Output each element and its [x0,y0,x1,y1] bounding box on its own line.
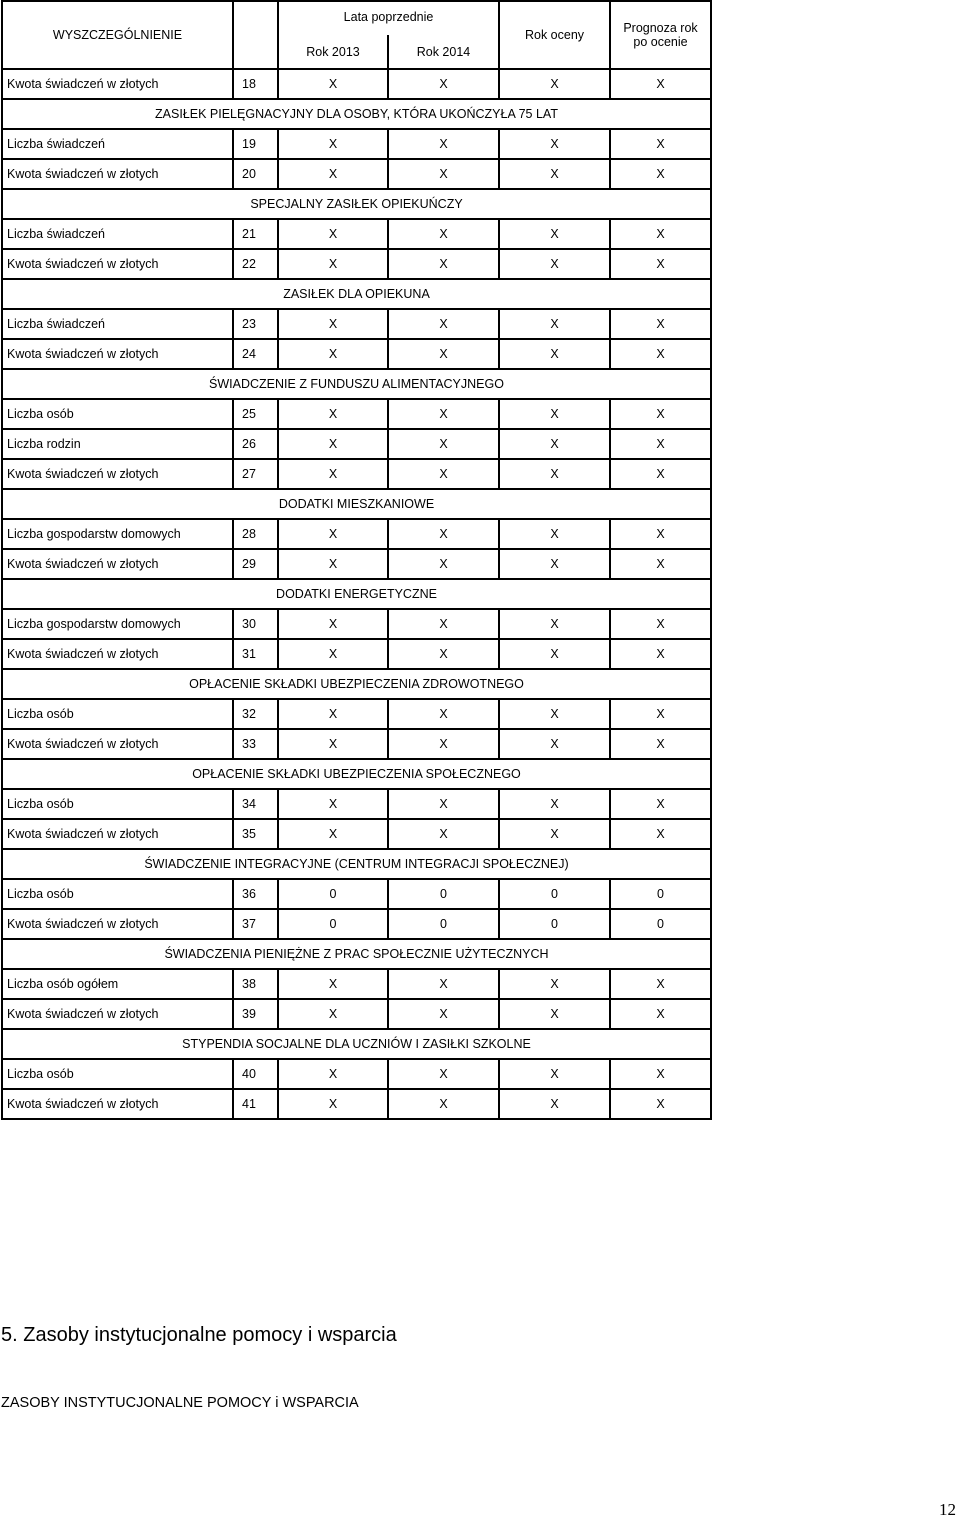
row-value: X [610,69,711,99]
row-value: X [278,399,388,429]
row-label: Kwota świadczeń w złotych [2,339,233,369]
table-row [2,69,711,99]
row-label: Kwota świadczeń w złotych [2,159,233,189]
row-label: Kwota świadczeń w złotych [2,999,233,1029]
row-value: X [278,999,388,1029]
row-number: 37 [233,909,278,939]
row-value: X [610,459,711,489]
section-title: ŚWIADCZENIA PIENIĘŻNE Z PRAC SPOŁECZNIE UŻYTECZNYCH [2,939,711,969]
row-value: X [499,69,610,99]
row-value: X [388,309,499,339]
row-label: Liczba osób [2,399,233,429]
row-value: X [499,1059,610,1089]
table-row [2,999,711,1029]
row-value: X [388,1089,499,1119]
row-value: X [610,309,711,339]
section-row [2,849,711,879]
table-row [2,219,711,249]
section-row [2,369,711,399]
row-value: X [610,609,711,639]
row-value: X [499,309,610,339]
row-value: 0 [499,879,610,909]
row-number: 28 [233,519,278,549]
header-year-2013: Rok 2013 [278,35,388,69]
row-value: 0 [499,909,610,939]
row-value: X [499,519,610,549]
table-row [2,789,711,819]
row-value: X [610,969,711,999]
row-value: X [610,129,711,159]
row-label: Liczba gospodarstw domowych [2,609,233,639]
header-group-prev: Lata poprzednie [278,1,499,35]
row-number: 23 [233,309,278,339]
row-number: 30 [233,609,278,639]
table-row [2,729,711,759]
row-value: X [278,699,388,729]
header-year-2014: Rok 2014 [388,35,499,69]
benefits-table [1,0,712,1120]
table-row [2,249,711,279]
row-value: X [388,639,499,669]
row-label: Kwota świadczeń w złotych [2,639,233,669]
row-value: X [610,1059,711,1089]
row-value: X [499,609,610,639]
table-row [2,609,711,639]
row-value: X [499,819,610,849]
table-row [2,639,711,669]
row-value: X [388,729,499,759]
table-row [2,1089,711,1119]
row-value: X [610,549,711,579]
section-row [2,669,711,699]
row-value: X [610,1089,711,1119]
row-number: 27 [233,459,278,489]
row-value: X [499,339,610,369]
row-value: X [278,639,388,669]
section-row [2,939,711,969]
table-row [2,339,711,369]
row-label: Liczba osób [2,879,233,909]
row-value: X [388,159,499,189]
row-label: Liczba osób ogółem [2,969,233,999]
row-number: 24 [233,339,278,369]
table-row [2,429,711,459]
row-value: X [278,1059,388,1089]
row-value: X [610,699,711,729]
header-col-name: WYSZCZEGÓLNIENIE [2,1,233,69]
row-value: X [499,789,610,819]
section-title: ŚWIADCZENIE INTEGRACYJNE (CENTRUM INTEGRACJI SPOŁECZNEJ) [2,849,711,879]
row-value: X [278,1089,388,1119]
row-value: X [388,819,499,849]
row-value: X [499,969,610,999]
row-value: X [278,129,388,159]
row-number: 19 [233,129,278,159]
section-title: ZASIŁEK PIELĘGNACYJNY DLA OSOBY, KTÓRA UKOŃCZYŁA 75 LAT [2,99,711,129]
row-value: X [278,729,388,759]
row-value: X [278,609,388,639]
row-value: X [499,459,610,489]
row-value: 0 [610,879,711,909]
section-heading: 5. Zasoby instytucjonalne pomocy i wsparcia [1,1324,397,1346]
row-number: 36 [233,879,278,909]
row-value: X [278,969,388,999]
row-value: X [278,219,388,249]
row-value: X [610,339,711,369]
row-value: X [278,519,388,549]
section-row [2,189,711,219]
section-title: DODATKI MIESZKANIOWE [2,489,711,519]
row-value: X [499,999,610,1029]
row-value: X [499,129,610,159]
row-label: Liczba osób [2,1059,233,1089]
row-number: 40 [233,1059,278,1089]
row-number: 35 [233,819,278,849]
row-value: X [610,789,711,819]
row-label: Kwota świadczeń w złotych [2,909,233,939]
row-label: Liczba gospodarstw domowych [2,519,233,549]
row-value: X [499,549,610,579]
row-value: X [278,459,388,489]
row-value: X [388,999,499,1029]
row-number: 34 [233,789,278,819]
row-value: X [388,219,499,249]
row-value: X [388,69,499,99]
row-value: X [388,969,499,999]
row-label: Liczba rodzin [2,429,233,459]
row-label: Kwota świadczeń w złotych [2,549,233,579]
row-value: X [278,249,388,279]
row-value: X [278,549,388,579]
section-row [2,759,711,789]
row-value: X [499,249,610,279]
row-value: X [278,339,388,369]
table-row [2,129,711,159]
row-value: X [388,609,499,639]
header-col-num [233,1,278,69]
table-row [2,399,711,429]
row-label: Kwota świadczeń w złotych [2,459,233,489]
header-rok-oceny: Rok oceny [499,1,610,69]
row-number: 29 [233,549,278,579]
row-value: X [278,159,388,189]
row-value: X [388,249,499,279]
section-title: ŚWIADCZENIE Z FUNDUSZU ALIMENTACYJNEGO [2,369,711,399]
row-label: Liczba świadczeń [2,309,233,339]
section-row [2,279,711,309]
row-value: X [388,339,499,369]
row-label: Liczba osób [2,789,233,819]
section-title: ZASIŁEK DLA OPIEKUNA [2,279,711,309]
row-value: X [278,789,388,819]
section-title: OPŁACENIE SKŁADKI UBEZPIECZENIA SPOŁECZNEGO [2,759,711,789]
page-number: 12 [939,1500,956,1519]
row-number: 32 [233,699,278,729]
row-value: X [499,219,610,249]
row-number: 33 [233,729,278,759]
row-value: X [388,789,499,819]
row-value: X [388,549,499,579]
row-number: 18 [233,69,278,99]
row-value: 0 [388,879,499,909]
row-value: X [499,429,610,459]
row-value: 0 [610,909,711,939]
table-row [2,459,711,489]
row-value: X [610,219,711,249]
row-value: X [388,429,499,459]
row-value: X [388,399,499,429]
row-value: X [278,309,388,339]
row-value: X [610,249,711,279]
row-number: 38 [233,969,278,999]
row-value: X [610,429,711,459]
row-value: X [499,699,610,729]
row-value: 0 [388,909,499,939]
row-value: X [610,639,711,669]
row-value: X [278,429,388,459]
row-label: Liczba świadczeń [2,129,233,159]
table-row [2,159,711,189]
section-row [2,489,711,519]
table-row [2,819,711,849]
row-number: 39 [233,999,278,1029]
table-row [2,909,711,939]
row-value: X [499,639,610,669]
row-label: Kwota świadczeń w złotych [2,819,233,849]
row-value: X [610,399,711,429]
section-title: STYPENDIA SOCJALNE DLA UCZNIÓW I ZASIŁKI SZKOLNE [2,1029,711,1059]
header-row-1 [2,1,711,35]
section-title: OPŁACENIE SKŁADKI UBEZPIECZENIA ZDROWOTNEGO [2,669,711,699]
row-number: 22 [233,249,278,279]
row-value: X [610,819,711,849]
row-number: 41 [233,1089,278,1119]
row-number: 21 [233,219,278,249]
table-row [2,549,711,579]
row-value: X [388,459,499,489]
row-value: X [610,729,711,759]
row-value: X [610,999,711,1029]
row-number: 26 [233,429,278,459]
row-value: X [388,1059,499,1089]
row-label: Liczba osób [2,699,233,729]
row-value: 0 [278,879,388,909]
row-label: Kwota świadczeń w złotych [2,1089,233,1119]
row-number: 31 [233,639,278,669]
table-row [2,969,711,999]
section-title: SPECJALNY ZASIŁEK OPIEKUŃCZY [2,189,711,219]
row-value: X [610,519,711,549]
section-row [2,99,711,129]
section-row [2,1029,711,1059]
table-row [2,309,711,339]
row-number: 20 [233,159,278,189]
row-value: X [388,129,499,159]
section-row [2,579,711,609]
sub-heading: ZASOBY INSTYTUCJONALNE POMOCY i WSPARCIA [1,1395,359,1411]
row-value: X [610,159,711,189]
row-value: X [499,159,610,189]
row-label: Kwota świadczeń w złotych [2,729,233,759]
row-number: 25 [233,399,278,429]
row-label: Kwota świadczeń w złotych [2,249,233,279]
row-label: Kwota świadczeń w złotych [2,69,233,99]
row-value: 0 [278,909,388,939]
header-prognoza: Prognoza rok po ocenie [610,1,711,69]
row-label: Liczba świadczeń [2,219,233,249]
section-title: DODATKI ENERGETYCZNE [2,579,711,609]
row-value: X [388,519,499,549]
row-value: X [499,399,610,429]
row-value: X [278,819,388,849]
row-value: X [388,699,499,729]
table-row [2,699,711,729]
table-row [2,519,711,549]
table-row [2,1059,711,1089]
row-value: X [499,1089,610,1119]
table-row [2,879,711,909]
row-value: X [278,69,388,99]
row-value: X [499,729,610,759]
